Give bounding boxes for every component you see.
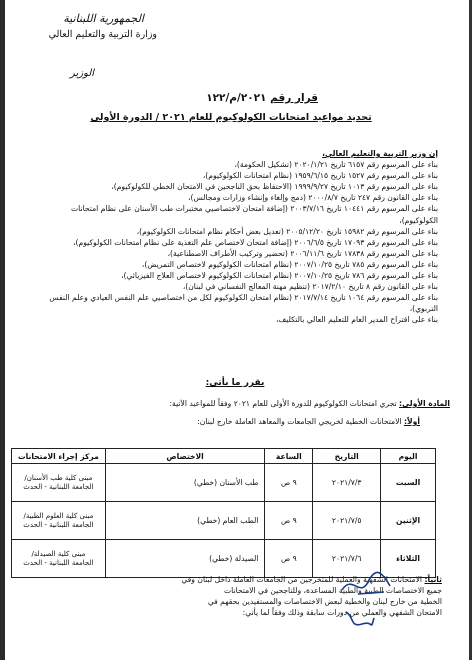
date-cell: ٢٠٢١/٧/٣ [313, 464, 381, 502]
republic-name: الجمهورية اللبنانية [63, 12, 144, 25]
preamble [30, 148, 438, 326]
specialty-cell: الصيدلة (خطي) [105, 540, 265, 578]
location-line: مبنى كلية الصيدلة/ [31, 549, 86, 558]
date-cell: ٢٠٢١/٧/٥ [313, 502, 381, 540]
column-header: الساعة [265, 449, 313, 464]
preamble-line: بناء على اقتراح المدير العام للتعليم العالي بالتكليف، [275, 315, 438, 325]
preamble-line: بناء على المرسوم رقم ١٧٨٣٨ تاريخ ٢٠٠٦/١١/٦ (تحضير وتركيب الأطراف الاصطناعية)، [167, 248, 438, 258]
article-one-text: تجري امتحانات الكولوكيوم للدورة الأولى للعام ٢٠٢١ وفقاً للمواعيد الآتية: [169, 399, 397, 408]
preamble-line: بناء على المرسوم رقم ١٠١٣ تاريخ ١٩٩٩/٩/٢٧ (الاحتفاظ بحق الناجحين في الامتحان الخطي للكولوكيوم)، [111, 182, 438, 192]
preamble-line: بناء على المرسوم رقم ١٠٦٤ تاريخ ٢٠١٧/٧/١٤ (نظام امتحان الكولوكيوم لكل من اختصاصيي علم النفس العيادي وعلم النفس التربوي)، [49, 293, 438, 314]
decision-title: تحديد مواعيد امتحانات الكولوكيوم للعام ٢٠٢١ / الدورة الأولى [90, 112, 372, 123]
preamble-line: بناء على المرسوم رقم ٧٨٦ تاريخ ٢٠٠٧/١٠/٢٥ (نظام امتحانات الكولوكيوم لاختصاص العلاج الفيزيائي)، [121, 271, 438, 281]
scan-edge-left [0, 0, 5, 660]
location-cell [12, 540, 106, 578]
second-line: الامتحان الشفهي والعملي من دورات سابقة وذلك وفقاً لما يأتي: [242, 608, 442, 617]
location-line: الجامعة اللبنانية - الحدث [23, 520, 94, 529]
minister-label: الوزير [69, 68, 95, 79]
preamble-line: بناء على المرسوم رقم ١٥٩٨٢ تاريخ ٢٠٠٥/١٢/٢٠ (تعديل بعض أحكام نظام امتحانات الكولوكيوم)، [136, 226, 438, 236]
location-line: الجامعة اللبنانية - الحدث [23, 482, 94, 491]
table-row [12, 502, 436, 540]
preamble-line: بناء على المرسوم رقم ١٧٠٩٣ تاريخ ٢٠٠٦/٦/٥ (إضافة امتحان لاختصاص علم التغذية على نظام امتحانات الكولوكيوم)، [73, 237, 438, 247]
location-line: مبنى كلية العلوم الطبية/ [23, 511, 94, 520]
decision-number-value: ٢٠٢١/م/١٢٢ [206, 92, 267, 104]
ministry-name: وزارة التربية والتعليم العالي [48, 29, 157, 40]
preamble-line: بناء على المرسوم رقم ١٥٢٧ تاريخ ١٩٥٩/٦/١٥ (نظام امتحانات الكولوكيوم)، [202, 171, 438, 181]
preamble-line: بناء على القانون رقم ٨ تاريخ ٢٠١٧/٢/١٠ (تنظيم مهنة المعالج النفساني في لبنان)، [182, 282, 438, 292]
location-line: الجامعة اللبنانية - الحدث [23, 558, 94, 567]
decision-number [118, 92, 318, 104]
table-row [12, 464, 436, 502]
column-header: الاختصاص [105, 449, 265, 464]
preamble-intro: إن وزير التربية والتعليم العالي، [322, 149, 438, 158]
date-cell: ٢٠٢١/٧/٦ [313, 540, 381, 578]
preamble-line: بناء على المرسوم رقم ٦١٥٧ تاريخ ٢٠٢٠/١/٢١ (تشكيل الحكومة)، [234, 160, 438, 170]
specialty-cell: طب الأسنان (خطي) [105, 464, 265, 502]
exam-schedule-table [11, 448, 436, 578]
time-cell: ٩ ص [265, 464, 313, 502]
decides-heading: يقرر ما يأتي: [205, 378, 265, 388]
decision-label: قرار رقم [270, 92, 318, 104]
second-line: جميع الاختصاصات الطبية والطبية المساعدة، وللناجحين في الامتحانات [224, 586, 442, 595]
second-line: الامتحانات الشفهية والعملية للمتخرجين من الجامعات العاملة داخل لبنان وفي [181, 575, 423, 584]
article-one [30, 398, 450, 428]
handwritten-signature-lower [340, 606, 380, 636]
table-header-row [12, 449, 436, 464]
handwritten-signature-upper [338, 568, 398, 602]
location-line: مبنى كلية طب الأسنان/ [24, 473, 93, 482]
column-header: مركز إجراء الامتحانات [12, 449, 106, 464]
first-label: أولاً: [403, 417, 420, 426]
article-one-label: المادة الأولى: [399, 399, 450, 408]
day-cell: الثلاثاء [381, 540, 436, 578]
column-header: اليوم [381, 449, 436, 464]
first-text: الامتحانات الخطية لخريجي الجامعات والمعاهد العاملة خارج لبنان: [197, 417, 402, 426]
preamble-line: بناء على المرسوم رقم ١٠٤٤١ تاريخ ٢٠٠٣/٧/١٦ (إضافة امتحان لاختصاصيي مختبرات طب الأسنان على نظام امتحانات الكولوكيوم)، [71, 204, 438, 225]
location-cell [12, 464, 106, 502]
column-header: التاريخ [313, 449, 381, 464]
specialty-cell: الطب العام (خطي) [105, 502, 265, 540]
second-label: ثانياً: [424, 575, 442, 584]
day-cell: السبت [381, 464, 436, 502]
day-cell: الإثنين [381, 502, 436, 540]
location-cell [12, 502, 106, 540]
time-cell: ٩ ص [265, 540, 313, 578]
preamble-line: بناء على القانون رقم ٢٤٧ تاريخ ٢٠٠٠/٨/٧ (دمج وإلغاء وإنشاء وزارات ومجالس)، [188, 193, 438, 203]
time-cell: ٩ ص [265, 502, 313, 540]
preamble-line: بناء على المرسوم رقم ٧٨٥ تاريخ ٢٠٠٧/١٠/٢٥ (نظام امتحانات الكولوكيوم لاختصاص التمريض)، [141, 259, 438, 269]
second-line: الخطية من خارج لبنان والخطية لبعض الاختصاصات والمستفيدين بحقهم في [207, 597, 442, 606]
